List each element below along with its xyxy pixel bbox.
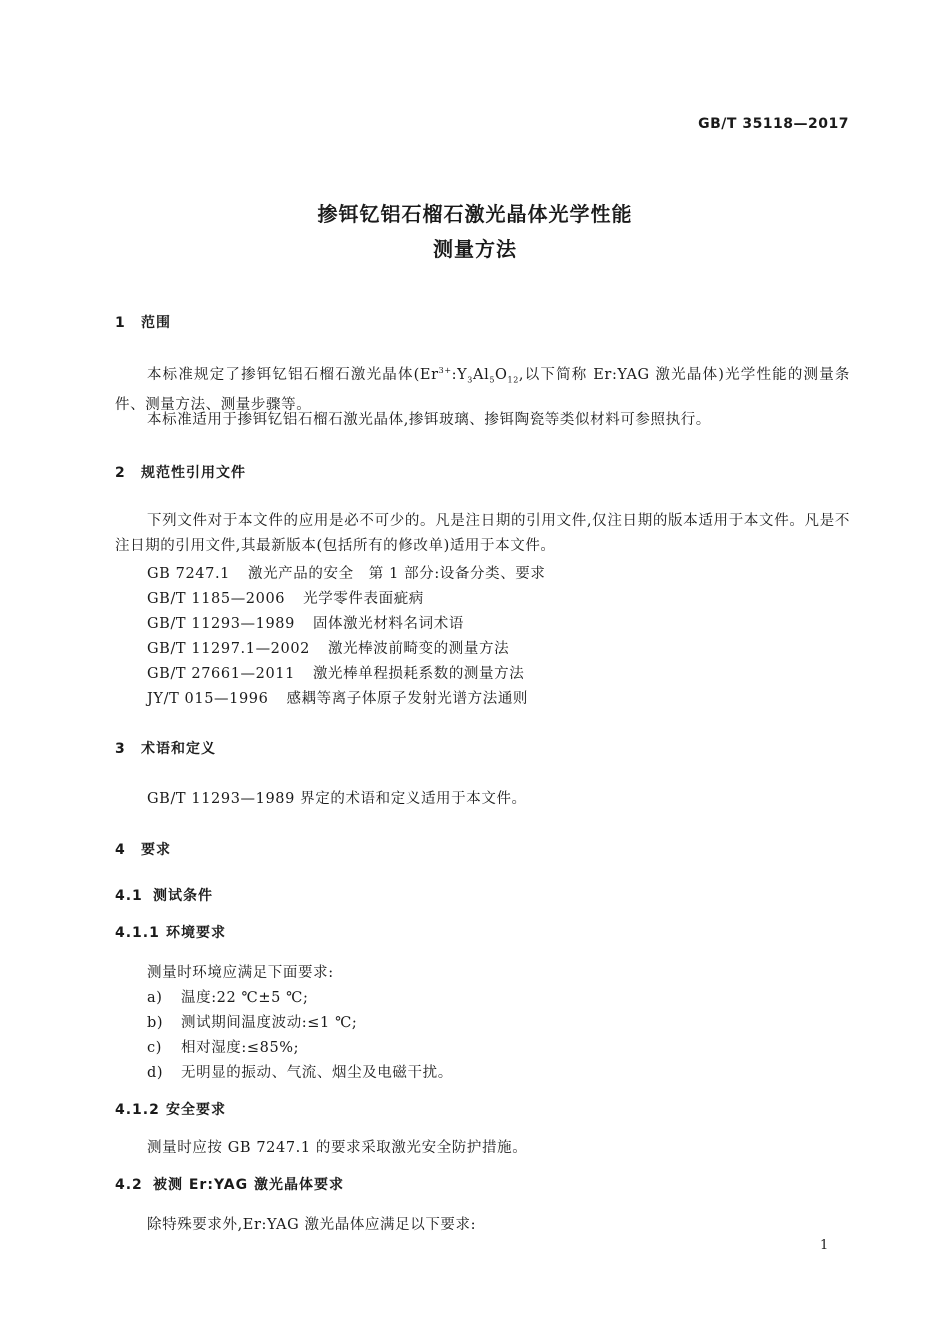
section-1-paragraph-1: 本标准规定了掺铒钇铝石榴石激光晶体($Er^{3+}:Y_3Al_5O_{12}$,以下简称 Er:YAG 激光晶体)光学性能的测量条件、测量方法、测量步骤等。	[115, 366, 850, 413]
section-4-1-heading	[115, 885, 213, 905]
section-4-1-1-title: 环境要求	[166, 925, 226, 941]
section-1-number: 1	[115, 315, 126, 331]
section-4-title: 要求	[141, 842, 171, 858]
section-4-2-heading	[115, 1174, 344, 1194]
section-4-2-number: 4.2	[115, 1177, 143, 1193]
section-4-heading	[115, 839, 171, 859]
section-4-1-title: 测试条件	[153, 888, 213, 904]
section-2-number: 2	[115, 465, 126, 481]
section-4-1-1-heading	[115, 922, 226, 942]
reference-item: JY/T 015—1996 感耦等离子体原子发射光谱方法通则	[147, 691, 529, 707]
list-item: b) 测试期间温度波动:≤1 ℃;	[147, 1015, 358, 1031]
list-item: d) 无明显的振动、气流、烟尘及电磁干扰。	[147, 1065, 453, 1081]
reference-item: GB/T 1185—2006 光学零件表面疵病	[147, 591, 424, 607]
section-4-1-2-heading	[115, 1099, 226, 1119]
section-4-number: 4	[115, 842, 126, 858]
section-3-number: 3	[115, 741, 126, 757]
list-item: a) 温度:22 ℃±5 ℃;	[147, 990, 309, 1006]
section-3-title: 术语和定义	[141, 741, 216, 757]
page-number: 1	[820, 1238, 829, 1253]
list-item: c) 相对湿度:≤85%;	[147, 1040, 300, 1056]
reference-item: GB/T 11293—1989 固体激光材料名词术语	[147, 616, 464, 632]
reference-item: GB 7247.1 激光产品的安全 第 1 部分:设备分类、要求	[147, 566, 546, 582]
section-4-1-2-number: 4.1.2	[115, 1102, 160, 1118]
section-1-title: 范围	[141, 315, 171, 331]
section-2-title: 规范性引用文件	[141, 465, 246, 481]
section-2-intro: 下列文件对于本文件的应用是必不可少的。凡是注日期的引用文件,仅注日期的版本适用于本文件。凡是不注日期的引用文件,其最新版本(包括所有的修改单)适用于本文件。	[115, 513, 850, 554]
section-1-paragraph-2: 本标准适用于掺铒钇铝石榴石激光晶体,掺铒玻璃、掺铒陶瓷等类似材料可参照执行。	[147, 412, 711, 428]
section-3-heading	[115, 738, 216, 758]
document-title-line-2: 测量方法	[433, 237, 517, 261]
section-1-heading	[115, 312, 171, 332]
crystal-requirement-text: 除特殊要求外,Er:YAG 激光晶体应满足以下要求:	[147, 1217, 477, 1233]
section-4-1-2-title: 安全要求	[166, 1102, 226, 1118]
section-2-heading	[115, 462, 246, 482]
reference-item: GB/T 11297.1—2002 激光棒波前畸变的测量方法	[147, 641, 510, 657]
section-4-1-number: 4.1	[115, 888, 143, 904]
document-title-line-1: 掺铒钇铝石榴石激光晶体光学性能	[317, 202, 633, 226]
section-4-2-title: 被测 Er:YAG 激光晶体要求	[153, 1177, 344, 1193]
section-3-text: GB/T 11293—1989 界定的术语和定义适用于本文件。	[147, 791, 527, 807]
safety-text: 测量时应按 GB 7247.1 的要求采取激光安全防护措施。	[147, 1140, 528, 1156]
reference-item: GB/T 27661—2011 激光棒单程损耗系数的测量方法	[147, 666, 525, 682]
standard-code: GB/T 35118—2017	[698, 116, 849, 132]
environment-intro: 测量时环境应满足下面要求:	[147, 965, 334, 981]
section-4-1-1-number: 4.1.1	[115, 925, 160, 941]
